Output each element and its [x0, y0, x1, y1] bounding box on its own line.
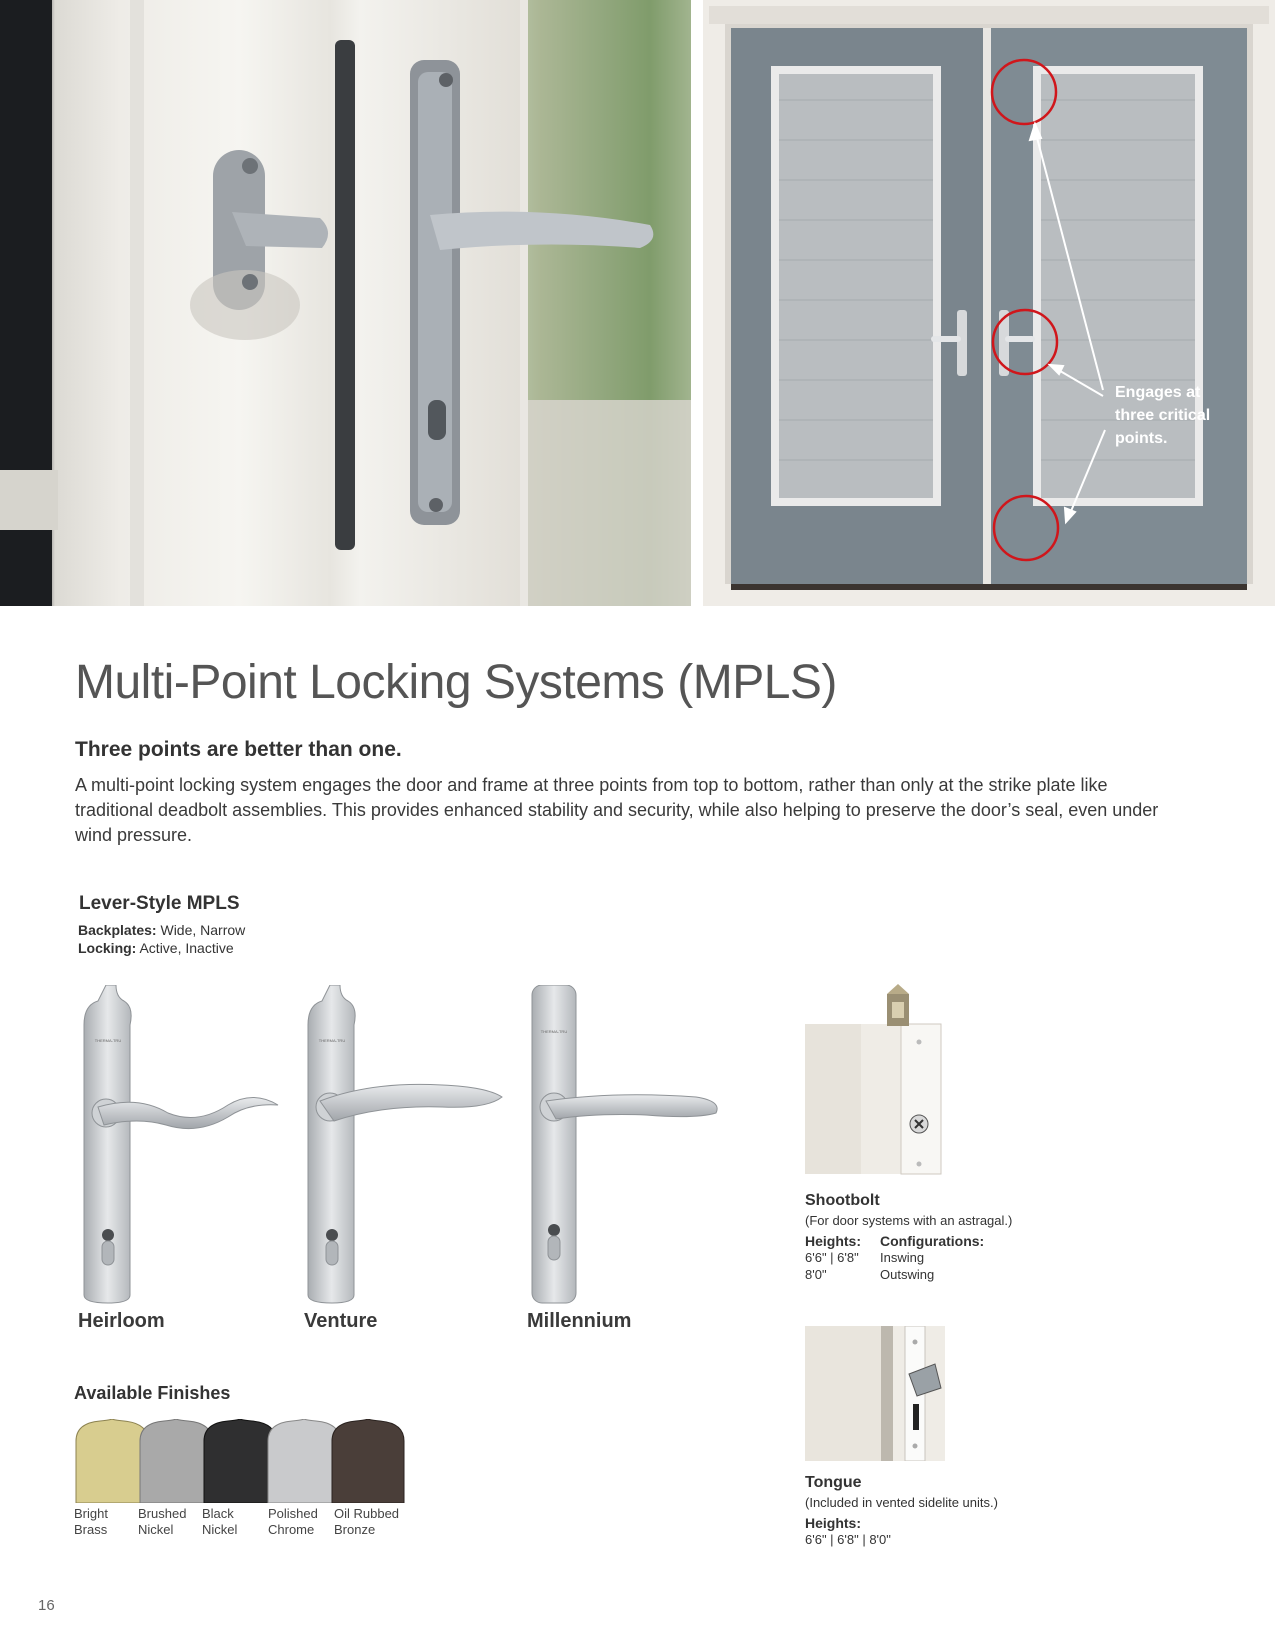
finish-swatch-black-nickel [204, 1419, 276, 1503]
svg-text:THERMA-TRU: THERMA-TRU [318, 1038, 346, 1043]
shootbolt-config-line2: Outswing [880, 1267, 935, 1282]
shootbolt-heights-line1: 6'6" | 6'8" [805, 1250, 859, 1265]
venture-label: Venture [304, 1310, 378, 1332]
backplates-value: Wide, Narrow [160, 922, 246, 938]
shootbolt-config-line1: Inswing [880, 1250, 925, 1265]
tongue-note: (Included in vented sidelite units.) [805, 1495, 998, 1510]
finish-swatch-oil-rubbed-bronze [332, 1419, 404, 1503]
shootbolt-heights-line2: 8'0" [805, 1267, 827, 1282]
finish-label-bright-brass: Bright Brass [74, 1506, 108, 1537]
callout-text [1115, 381, 1235, 450]
tongue-heights-value: 6'6" | 6'8" | 8'0" [805, 1532, 891, 1547]
shootbolt-note: (For door systems with an astragal.) [805, 1213, 1013, 1228]
millennium-handle-image [526, 985, 736, 1320]
backplates-label: Backplates: [78, 922, 157, 938]
page-title: Multi-Point Locking Systems (MPLS) [75, 656, 837, 709]
finish-swatch-brushed-nickel [140, 1419, 212, 1503]
venture-handle-image [302, 985, 512, 1320]
locking-value: Active, Inactive [139, 940, 234, 956]
svg-text:THERMA-TRU: THERMA-TRU [94, 1038, 122, 1043]
finishes-title: Available Finishes [74, 1383, 231, 1403]
finish-swatches [74, 1419, 414, 1508]
page-subtitle: Three points are better than one. [75, 738, 402, 761]
locking-spec [78, 939, 234, 957]
shootbolt-title: Shootbolt [805, 1192, 880, 1209]
finish-label-oil-rubbed-bronze: Oil Rubbed Bronze [334, 1506, 400, 1537]
finish-swatch-polished-chrome [268, 1419, 340, 1503]
lever-section-title: Lever-Style MPLS [79, 893, 240, 914]
backplates-spec [78, 921, 245, 939]
hardware-closeup-illustration [0, 0, 691, 606]
finish-label-brushed-nickel: Brushed Nickel [138, 1506, 187, 1537]
svg-text:THERMA-TRU: THERMA-TRU [540, 1029, 568, 1034]
finish-label-polished-chrome: Polished Chrome [268, 1506, 318, 1537]
hardware-closeup-photo [0, 0, 691, 606]
callout-line-3: points. [1115, 430, 1168, 447]
millennium-label: Millennium [527, 1310, 632, 1332]
locking-label: Locking: [78, 940, 137, 956]
heirloom-handle-image [78, 985, 288, 1320]
tongue-image [805, 1326, 945, 1466]
double-door-illustration [703, 0, 1275, 606]
tongue-title: Tongue [805, 1474, 862, 1491]
shootbolt-config-label: Configurations: [880, 1233, 985, 1249]
intro-paragraph: A multi-point locking system engages the door and frame at three points from top to bottom, rather than only at the strike plate like traditional deadbolt assemblies. This provides enhanced stability and security, while also helping to preserve the door’s seal, even under wind pressure. [75, 775, 1159, 845]
finish-label-black-nickel: Black Nickel [202, 1506, 238, 1537]
double-door-photo [703, 0, 1275, 606]
callout-line-2: three critical [1115, 407, 1211, 424]
shootbolt-image [805, 984, 945, 1189]
callout-line-1: Engages at [1115, 384, 1201, 401]
page-number: 16 [38, 1597, 55, 1614]
finish-swatch-bright-brass [76, 1419, 148, 1503]
heirloom-label: Heirloom [78, 1310, 165, 1332]
shootbolt-heights-label: Heights: [805, 1233, 861, 1249]
tongue-heights-label: Heights: [805, 1515, 861, 1531]
